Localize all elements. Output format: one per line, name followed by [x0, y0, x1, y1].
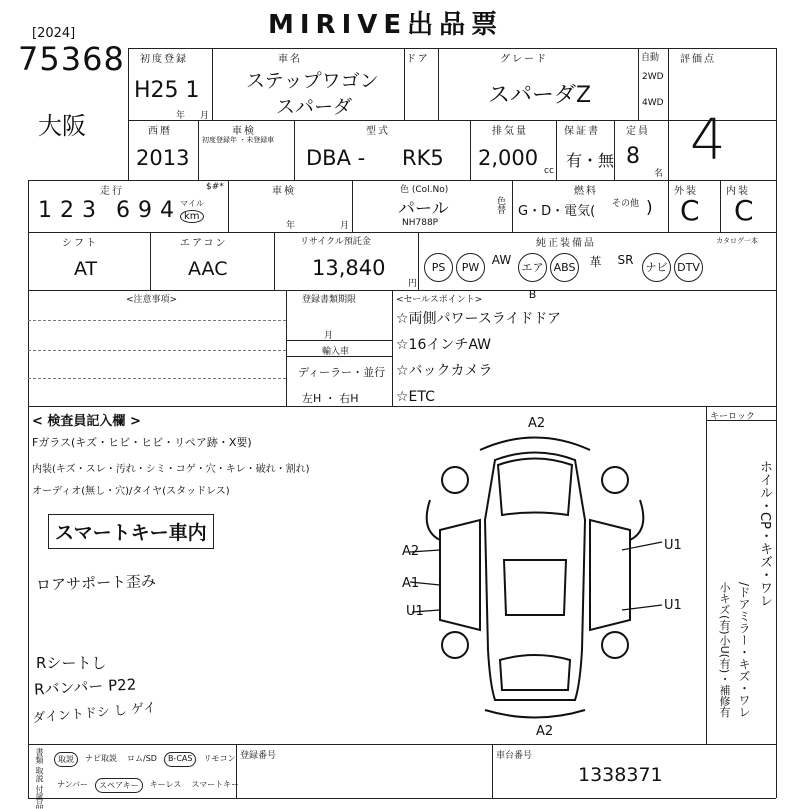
equipment-item: ABS [550, 253, 579, 282]
right-mirror-outline [630, 500, 643, 540]
diagram-mark-left-1: A2 [402, 544, 420, 559]
inspection-label: 車検 [232, 126, 256, 137]
key-lock-label: キーロック [710, 412, 755, 422]
equipment-list [424, 253, 706, 301]
fuel-options: G・D・電気( [518, 204, 596, 219]
grade-value: スパーダZ [488, 83, 592, 108]
selling-point: ☆両側パワースライドドア [396, 311, 562, 327]
color-value: パール [398, 199, 449, 219]
shift-label: シフト [62, 238, 98, 249]
displacement-label: 排気量 [492, 126, 528, 137]
yen-unit: 円 [408, 279, 418, 289]
right-door-outline [590, 520, 630, 630]
handwritten-note-4: ダイントドシ し ゲイ [31, 700, 157, 727]
accessory-item: キーレス [149, 780, 182, 789]
rear-bumper-outline [485, 710, 585, 718]
equipment-item: SR [617, 253, 634, 267]
equipment-item: PW [456, 253, 485, 282]
score-label: 評価点 [680, 54, 716, 65]
mileage-digit: 9 [138, 198, 152, 223]
aircon-value: AAC [188, 258, 228, 280]
score-value: 4 [690, 108, 726, 173]
exterior-label: 外装 [674, 186, 698, 197]
selling-point: ☆ETC [396, 389, 435, 405]
front-bumper-outline [480, 438, 590, 451]
interior-value: C [734, 194, 754, 227]
fuel-close: ) [646, 198, 653, 218]
handle-line: 左H ・ 右H [302, 392, 359, 405]
rear-outline [500, 655, 570, 690]
catalog-label: カタログ一本 [716, 237, 758, 245]
mileage-unit-km: km [180, 210, 204, 223]
diagram-mark-left-2: A1 [402, 576, 420, 591]
equipment-item: 革 [589, 255, 602, 269]
capacity-value: 8 [626, 144, 640, 169]
fuel-label: 燃料 [574, 186, 598, 197]
shaken-year-suffix: 年 [286, 221, 296, 231]
color-code: NH788P [402, 218, 439, 228]
mileage-digit: 4 [160, 198, 174, 223]
car-name-line1: ステップワゴン [246, 70, 379, 92]
interior-label: 内装 [726, 186, 750, 197]
registration-label: 登録書類期限 [302, 295, 357, 305]
capacity-unit: 名 [654, 169, 664, 179]
equipment-item: ナビ [642, 253, 671, 282]
chassis-number-label: 車台番号 [496, 751, 533, 761]
equipment-item: エアB [518, 253, 547, 282]
equipment-item: AW [491, 253, 512, 267]
lot-number: 75368 [18, 40, 125, 78]
diagram-mark-bottom: A2 [536, 724, 554, 739]
diagram-mark-left-3: U1 [406, 604, 424, 619]
grade-label: グレード [500, 54, 548, 65]
tire-front-left-icon [442, 467, 468, 493]
venue-name: 大阪 [38, 112, 86, 140]
first-reg-value: H25 1 [134, 78, 200, 103]
shaken-month-suffix: 月 [340, 221, 350, 231]
interior-line: 内装(キズ・スレ・汚れ・シミ・コゲ・穴・キレ・破れ・割れ) [32, 464, 310, 475]
year-suffix: 年 [176, 111, 186, 121]
accessory-item: スマートキー [191, 780, 240, 789]
month-suffix: 月 [200, 111, 210, 121]
tire-rear-left-icon [442, 632, 468, 658]
accessory-items-row-2 [54, 778, 242, 793]
warranty-label: 保証書 [564, 126, 600, 137]
drive-label: 自動 [641, 53, 660, 63]
fuel-other-label: その他 [612, 199, 640, 209]
side-legend-line-3: 小キズ(有)小U(有)・補修有 [718, 582, 731, 718]
inspector-label: < 検査員記入欄 > [32, 414, 141, 429]
handwritten-note-3: Rバンパー P22 [33, 675, 137, 699]
small-note: 初度登録年 ・未登録車 [202, 136, 275, 144]
audio-line: オーディオ(無し・穴)/タイヤ(スタッドレス) [32, 486, 230, 497]
drive-4wd: 4WD [642, 98, 664, 108]
equipment-item: DTV [674, 253, 703, 282]
selling-points [396, 306, 561, 410]
cc-unit: cc [544, 166, 554, 176]
items-label: 書類 取説 付属品 [35, 748, 44, 809]
side-legend-line-2: /ドアミラー・キズ・ワレ [737, 582, 751, 719]
model-type-label: 型式 [366, 126, 390, 137]
equipment-item: PS [424, 253, 453, 282]
mileage-digit: 3 [82, 198, 96, 223]
left-mirror-outline [427, 500, 440, 540]
glass-line: Fガラス(キズ・ヒビ・ヒビ・リペア跡・X要) [32, 436, 252, 449]
warranty-value: 有・無 [566, 151, 615, 170]
side-legend-line-1: ホイル・CP・キズ・ワレ [757, 460, 772, 607]
accessory-item: リモコン [203, 754, 236, 763]
dealer-line: ディーラー・並行 [298, 366, 386, 379]
first-reg-label: 初度登録 [140, 54, 188, 65]
car-damage-diagram [400, 420, 670, 740]
import-label: 輸入車 [322, 347, 350, 357]
recycle-label: リサイクル預託金 [300, 237, 371, 247]
roof-outline [504, 560, 566, 615]
handwritten-note-2: Rシートし [36, 654, 107, 672]
doors-label: ドア [406, 54, 430, 65]
model-year-value: 2013 [136, 146, 190, 170]
selling-points-label: <セールスポイント> [396, 295, 483, 305]
caution-label: <注意事項> [126, 295, 178, 305]
year-tag: [2024] [32, 26, 76, 41]
recycle-value: 13,840 [312, 256, 386, 280]
drive-2wd: 2WD [642, 72, 664, 82]
chassis-number-value: 1338371 [578, 764, 663, 786]
car-name-line2: スパーダ [276, 96, 353, 118]
mileage-digits [34, 198, 178, 223]
color-label: 色 (Col.No) [400, 185, 449, 195]
car-name-label: 車名 [278, 54, 302, 65]
smart-key-note: スマートキー車内 [48, 514, 214, 549]
diagram-mark-top: A2 [528, 416, 546, 431]
registration-number-label: 登録番号 [240, 751, 277, 761]
accessory-item: B-CAS [164, 752, 197, 767]
shaken-label: 車検 [272, 186, 296, 197]
mileage-label: 走行 [100, 186, 124, 197]
mileage-digit: 6 [116, 198, 130, 223]
diagram-mark-right-1: U1 [664, 538, 682, 553]
tire-rear-right-icon [602, 632, 628, 658]
left-door-outline [440, 520, 480, 630]
accessory-item: 取説 [54, 752, 78, 767]
accessory-items-row-1 [54, 752, 238, 767]
accessory-item: ナンバー [57, 780, 89, 789]
selling-point: ☆16インチAW [396, 337, 492, 353]
aircon-label: エアコン [180, 238, 228, 249]
accessory-item: ナビ取説 [85, 754, 117, 763]
accessory-item: ロム/SD [127, 754, 157, 763]
selling-point: ☆バックカメラ [396, 363, 493, 379]
meter-change-label: $#* [206, 182, 224, 192]
mileage-unit-mile: マイル [180, 199, 204, 208]
model-code: DBA - [306, 146, 366, 170]
model-year-label: 西暦 [148, 126, 172, 137]
diagram-mark-right-2: U1 [664, 598, 682, 613]
registration-month: 月 [324, 331, 334, 341]
mileage-digit: 1 [38, 198, 52, 223]
sheet-title: MIRIVE出品票 [268, 10, 504, 40]
tire-front-right-icon [602, 467, 628, 493]
exterior-value: C [680, 194, 700, 227]
capacity-label: 定員 [626, 126, 650, 137]
accessory-item: スペアキー [95, 778, 143, 793]
shift-value: AT [74, 258, 98, 280]
handwritten-note-1: ロアサポート歪み [35, 571, 157, 595]
hood-outline [498, 459, 572, 516]
mileage-digit: 2 [60, 198, 74, 223]
model-suffix: RK5 [402, 146, 444, 170]
equipment-label: 純正装備品 [536, 238, 596, 249]
displacement-value: 2,000 [478, 146, 539, 170]
color-change-label: 色替 [495, 196, 505, 214]
